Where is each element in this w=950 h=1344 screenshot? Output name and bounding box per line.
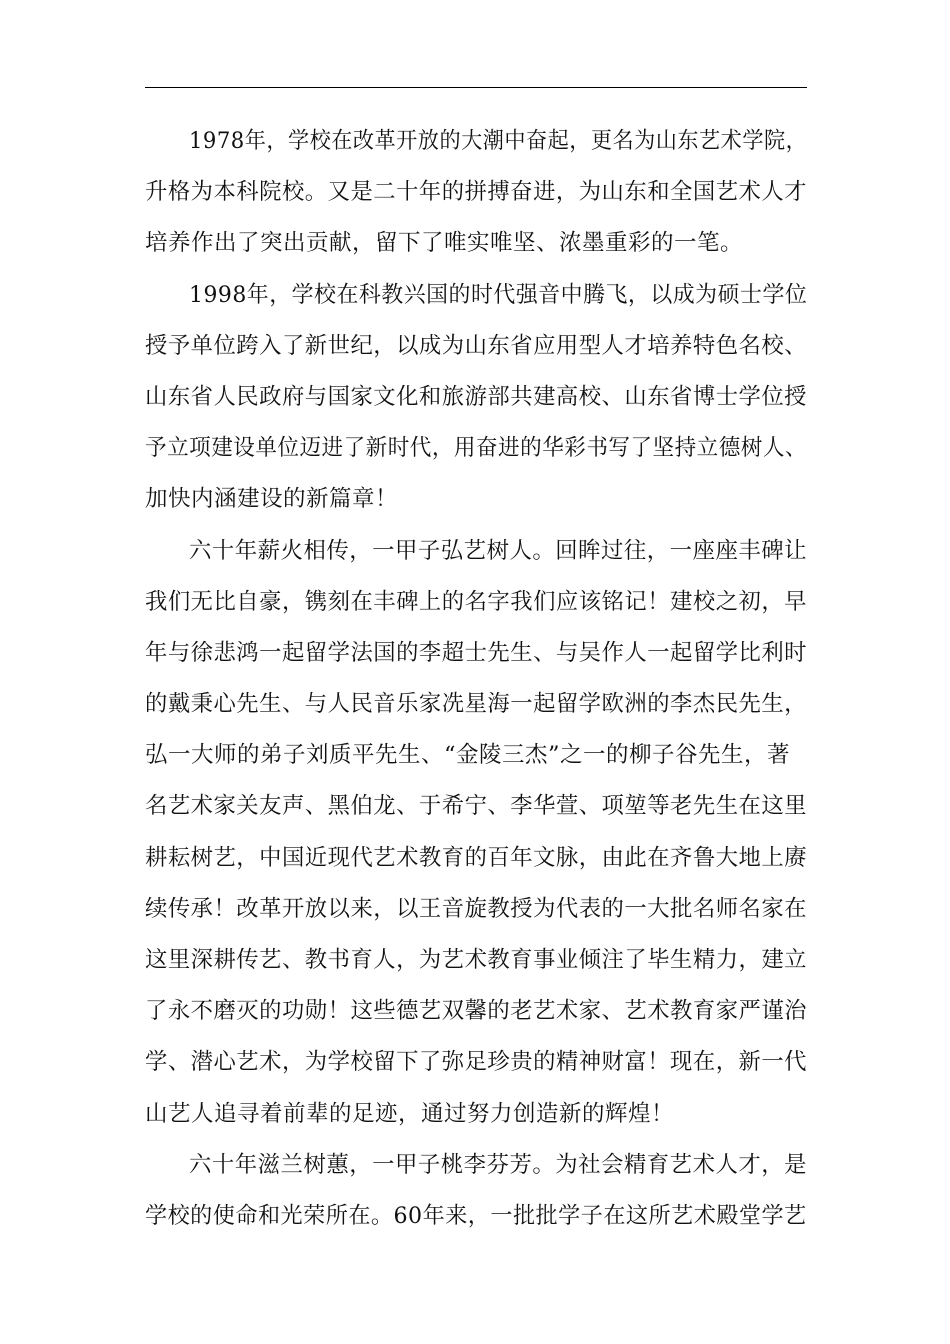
paragraph-1-line-2: 升格为本科院校。又是二十年的拼搏奋进，为山东和全国艺术人才	[145, 179, 808, 206]
paragraph-3-line-8: 续传承！改革开放以来，以王音旋教授为代表的一大批名师名家在	[145, 895, 808, 922]
paragraph-3-line-4: 的戴秉心先生、与人民音乐家冼星海一起留学欧洲的李杰民先生，	[145, 691, 808, 718]
paragraph-1-line-3: 培养作出了突出贡献，留下了唯实唯坚、浓墨重彩的一笔。	[145, 230, 744, 257]
paragraph-3-line-12: 山艺人追寻着前辈的足迹，通过努力创造新的辉煌！	[145, 1100, 675, 1127]
paragraph-2-line-1: 1998年，学校在科教兴国的时代强音中腾飞，以成为硕士学位	[189, 281, 808, 308]
paragraph-4-line-2: 学校的使命和光荣所在。60年来，一批批学子在这所艺术殿堂学艺	[145, 1202, 807, 1229]
header-rule	[145, 87, 807, 88]
paragraph-2-line-4: 予立项建设单位迈进了新时代，用奋进的华彩书写了坚持立德树人、	[145, 435, 808, 462]
paragraph-3-line-7: 耕耘树艺，中国近现代艺术教育的百年文脉，由此在齐鲁大地上赓	[145, 844, 808, 871]
paragraph-3-line-10: 了永不磨灭的功勋！这些德艺双馨的老艺术家、艺术教育家严谨治	[145, 998, 808, 1025]
paragraph-3-line-9: 这里深耕传艺、教书育人，为艺术教育事业倾注了毕生精力，建立	[145, 947, 808, 973]
body-text	[145, 116, 807, 1242]
paragraph-2-line-2: 授予单位跨入了新世纪，以成为山东省应用型人才培养特色名校、	[145, 332, 808, 359]
paragraph-3-line-1: 六十年薪火相传，一甲子弘艺树人。回眸过往，一座座丰碑让	[189, 537, 808, 564]
paragraph-3-line-2: 我们无比自豪，镌刻在丰碑上的名字我们应该铭记！建校之初，早	[145, 588, 808, 615]
paragraph-3-line-11: 学、潜心艺术，为学校留下了弥足珍贵的精神财富！现在，新一代	[145, 1049, 808, 1076]
paragraph-3-line-3: 年与徐悲鸿一起留学法国的李超士先生、与吴作人一起留学比利时	[145, 639, 808, 666]
paragraph-1-line-1: 1978年，学校在改革开放的大潮中奋起，更名为山东艺术学院，	[189, 128, 808, 154]
paragraph-3-line-5: 弘一大师的弟子刘质平先生、“金陵三杰”之一的柳子谷先生，著	[145, 742, 791, 769]
paragraph-3-line-6: 名艺术家关友声、黑伯龙、于希宁、李华萱、项堃等老先生在这里	[145, 793, 808, 820]
paragraph-2-line-5: 加快内涵建设的新篇章！	[145, 486, 399, 513]
paragraph-2-line-3: 山东省人民政府与国家文化和旅游部共建高校、山东省博士学位授	[145, 383, 808, 410]
paragraph-4-line-1: 六十年滋兰树蕙，一甲子桃李芬芳。为社会精育艺术人才，是	[189, 1151, 808, 1178]
